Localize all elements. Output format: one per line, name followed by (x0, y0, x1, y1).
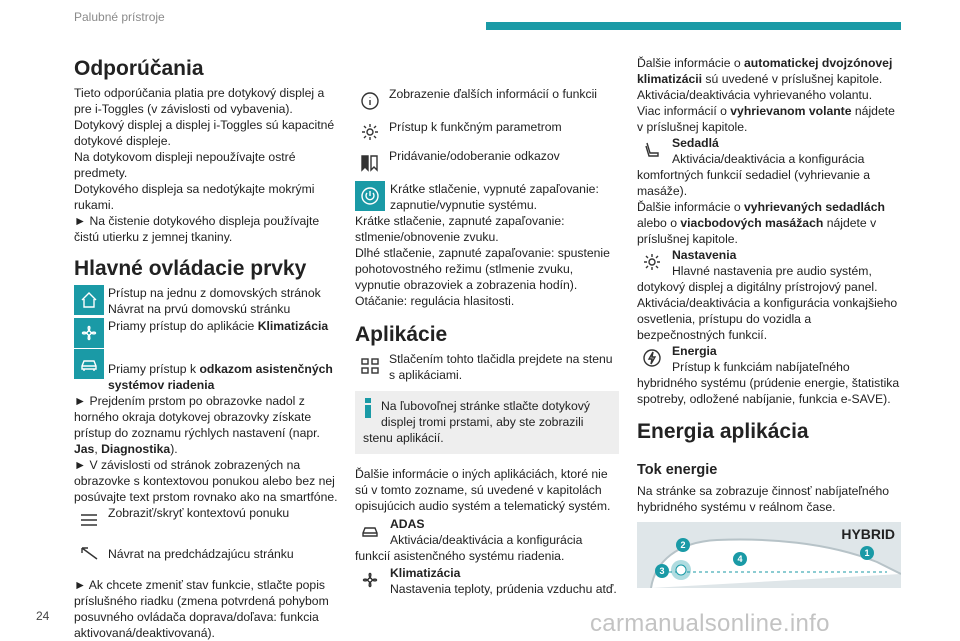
climate-app-block (355, 565, 619, 597)
badge-4: 4 (733, 552, 747, 566)
seats-title: Sedadlá (672, 136, 719, 150)
settings-app-title: Nastavenia (672, 248, 737, 262)
swipe-sep: , (94, 442, 102, 456)
back-row (74, 539, 338, 569)
climate-shortcut-bold: Klimatizácia (257, 319, 329, 333)
info-icon (355, 86, 385, 116)
seats-more-bold2: viacbodových masážach (680, 216, 824, 230)
recommendations-p5: ► Na čistenie dotykového displeja používajte čistú utierku z jemnej tkaniny. (74, 214, 320, 244)
back-arrow-icon (74, 539, 104, 569)
column-3 (637, 55, 901, 588)
grid-icon (355, 351, 385, 381)
lighting-text: Aktivácia/deaktivácia a konfigurácia vonkajšieho osvetlenia, prístupu do vozidla a bezpečnostných funkcií. (637, 296, 898, 342)
apps-title: Aplikácie (355, 323, 448, 346)
steering-more-text: Viac informácií o (637, 104, 731, 118)
power-line2: Krátke stlačenie, zapnuté zapaľovanie: stlmenie/obnovenie zvuku. (355, 214, 565, 244)
menu-row (74, 505, 338, 535)
fan-icon (355, 565, 385, 595)
main-controls-title: Hlavné ovládacie prvky (74, 257, 307, 280)
bookmark-label: Pridávanie/odoberanie odkazov (389, 149, 560, 163)
seats-block (637, 135, 901, 199)
adas-app-title: ADAS (390, 517, 425, 531)
recommendations-p3: Na dotykovom displeji nepoužívajte ostré predmety. (74, 150, 296, 180)
adas-app-block (355, 516, 619, 564)
seats-more-mid: alebo o (637, 216, 681, 230)
power-line1: Krátke stlačenie, vypnuté zapaľovanie: zapnutie/vypnutie systému. (390, 182, 599, 212)
recommendations-p4: Dotykového displeja sa nedotýkajte mokrými rukami. (74, 182, 315, 212)
climate-app-text: Nastavenia teploty, prúdenia vzduchu atď. (390, 582, 617, 596)
home-icon (74, 285, 104, 315)
apps-note (355, 391, 619, 454)
seats-more (637, 199, 901, 247)
column-2 (355, 54, 619, 597)
recommendations-p1: Tieto odporúčania platia pre dotykový displej a pre i-Toggles (v závislosti od vybavenia). (74, 86, 325, 116)
gear-icon (355, 117, 385, 147)
badge-3: 3 (655, 564, 669, 578)
settings-row (355, 117, 619, 147)
menu-label: Zobraziť/skryť kontextovú ponuku (108, 506, 290, 520)
swipe-bold-jas: Jas (74, 442, 95, 456)
toggle-paragraph: ► Ak chcete zmeniť stav funkcie, stlačte popis príslušného riadku (zmena potvrdená pohybom posuvného ovládača doprava/doľava: funkcia aktivovaná/deaktivovaná). (74, 578, 329, 640)
seats-text: Aktivácia/deaktivácia a konfigurácia komfortných funkcií sedadiel (vyhrievanie a masáže). (637, 152, 871, 198)
steering-heat: Aktivácia/deaktivácia vyhrievaného volantu. (637, 88, 873, 102)
settings-label: Prístup k funkčným parametrom (389, 120, 562, 134)
power-icon (355, 181, 385, 211)
fan-icon (74, 318, 104, 348)
energy-flow-text: Na stránke sa zobrazuje činnosť nabíjateľného hybridného systému v reálnom čase. (637, 484, 890, 514)
energy-flow-title: Tok energie (637, 462, 718, 478)
swipe-end: ). (170, 442, 178, 456)
seat-icon (637, 135, 667, 165)
swipe-paragraph (74, 393, 338, 457)
seats-more-bold1: vyhrievaných sedadlách (744, 200, 885, 214)
dualzone-bold: automatickej dvojzónovej klimatizácii (637, 56, 893, 86)
adas-app-text: Aktivácia/deaktivácia a konfigurácia funkcií asistenčného systému riadenia. (355, 533, 583, 563)
apps-more-info: Ďalšie informácie o iných aplikáciách, ktoré nie sú v tomto zozname, sú uvedené v kapitolách opisujúcich audio systém a telematický systém. (355, 467, 611, 513)
energy-app-block (637, 343, 901, 407)
back-label: Návrat na predchádzajúcu stránku (108, 547, 294, 561)
seats-more-end: nájdete v príslušnej kapitole. (637, 216, 877, 246)
steering-more-bold: vyhrievanom volante (730, 104, 852, 118)
running-header: Palubné prístroje (74, 10, 165, 24)
power-block (355, 181, 619, 309)
climate-app-title: Klimatizácia (390, 566, 461, 580)
hybrid-illustration (637, 522, 901, 588)
badge-2: 2 (676, 538, 690, 552)
home-row (74, 285, 338, 317)
recommendations-title: Odporúčania (74, 57, 204, 80)
info-row (355, 86, 619, 116)
energy-app-heading: Energia aplikácia (637, 420, 809, 443)
dualzone-text: Ďalšie informácie o (637, 56, 745, 70)
car-icon (74, 349, 104, 379)
hybrid-label: HYBRID (841, 526, 895, 542)
adas-shortcut-text: Priamy prístup k (108, 362, 200, 376)
climate-shortcut-row (74, 318, 338, 348)
swipe-bold-diag: Diagnostika (101, 442, 171, 456)
recommendations-p2: Dotykový displej a displej i-Toggles sú kapacitné dotykové displeje. (74, 118, 335, 148)
column-1 (74, 40, 338, 641)
steering-more (637, 103, 901, 135)
dualzone-end: sú uvedené v príslušnej kapitole. (702, 72, 883, 86)
car-icon (355, 516, 385, 546)
header-accent-bar (486, 22, 901, 30)
adas-shortcut-row (74, 349, 338, 393)
settings-app-block (637, 247, 901, 295)
gear-icon (637, 247, 667, 277)
energy-icon (637, 343, 667, 373)
apps-grid-row (355, 351, 619, 383)
apps-note-text: Na ľubovoľnej stránke stlačte dotykový displej tromi prstami, aby ste zobrazili stenu aplikácií. (363, 399, 590, 445)
swipe-text: ► Prejdením prstom po obrazovke nadol z horného okraja dotykovej obrazovky získate prístup do zoznamu rýchlych nastavení (napr. (74, 394, 320, 440)
adas-shortcut-bold: odkazom asistenčných systémov riadenia (108, 362, 333, 392)
menu-icon (74, 505, 104, 535)
seats-more-text: Ďalšie informácie o (637, 200, 745, 214)
energy-app-title: Energia (672, 344, 717, 358)
energy-app-text: Prístup k funkciám nabíjateľného hybridného systému (prúdenie energie, štatistika spotreby, odložené nabíjanie, funkcia e-SAVE). (637, 360, 900, 406)
dualzone-paragraph (637, 55, 901, 87)
watermark: carmanualsonline.info (590, 610, 830, 637)
apps-grid-label: Stlačením tohto tlačidla prejdete na stenu s aplikáciami. (389, 352, 613, 382)
home-line2: Návrat na prvú domovskú stránku (108, 302, 291, 316)
page-number: 24 (36, 609, 50, 623)
note-info-icon (365, 398, 373, 418)
home-line1: Prístup na jednu z domovských stránok (108, 286, 321, 300)
climate-shortcut-text: Priamy prístup do aplikácie (108, 319, 258, 333)
info-label: Zobrazenie ďalších informácií o funkcii (389, 87, 597, 101)
power-line3: Dlhé stlačenie, zapnuté zapaľovanie: spustenie pohotovostného režimu (stlmenie zvuku, vypnutie obrazoviek a zobrazenia hodín). (355, 246, 610, 292)
context-paragraph: ► V závislosti od stránok zobrazených na obrazovke s kontextovou ponukou alebo bez nej posúvajte text prstom rovnako ako na smartfóne. (74, 458, 338, 504)
settings-app-text: Hlavné nastavenia pre audio systém, dotykový displej a digitálny prístrojový panel. (637, 264, 878, 294)
badge-1: 1 (860, 546, 874, 560)
steering-more-end: nájdete v príslušnej kapitole. (637, 104, 895, 134)
bookmark-icon (355, 148, 385, 178)
power-line4: Otáčanie: regulácia hlasitosti. (355, 294, 515, 308)
bookmark-row (355, 148, 619, 178)
